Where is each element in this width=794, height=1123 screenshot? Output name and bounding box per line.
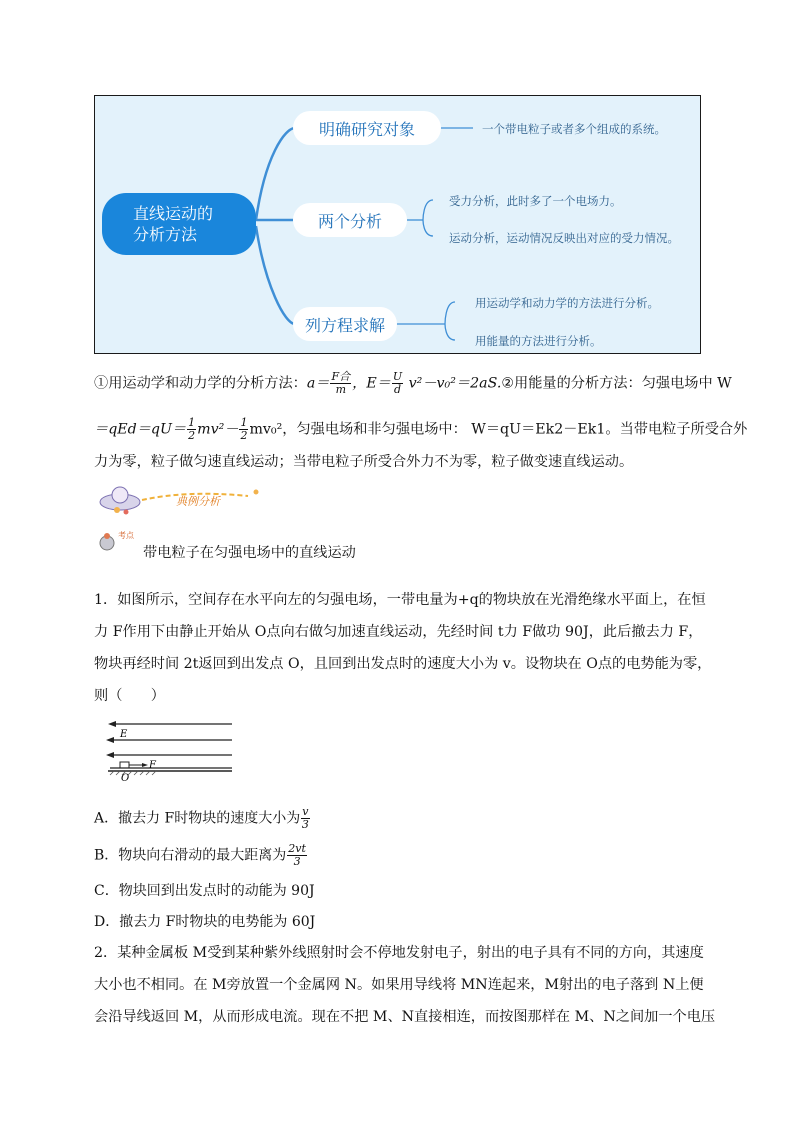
leaf-motion-analysis: 运动分析，运动情况反映出对应的受力情况。 [449, 231, 679, 245]
fraction-2vt-over-3: $\frac{2vt}{3}$ [288, 842, 306, 868]
branch-node-solve-equations: 列方程求解 [293, 307, 397, 341]
fraction-one-half-a: $\frac{1}{2}$ [188, 416, 196, 442]
example-analysis-banner [98, 480, 268, 520]
section-title: 带电粒子在匀强电场中的直线运动 [143, 545, 356, 561]
exam-point-badge-text: 考点 [118, 531, 134, 540]
q1-option-b: B．物块向右滑动的最大距离为 $\frac{2vt}{3}$ [94, 842, 306, 868]
exam-point-badge [98, 527, 140, 553]
q1-line-4: 则（ ） [94, 688, 165, 704]
fraction-f-over-m: $\frac{\text{F合}}{m}$ [331, 370, 351, 396]
origin-label-o: O [121, 773, 130, 782]
force-label-f: F [149, 760, 156, 771]
q1-option-c: C．物块回到出发点时的动能为 90J [94, 883, 315, 899]
mind-map [94, 95, 701, 354]
summary-line-1: ①用运动学和动力学的分析方法：a＝ $\frac{\text{F合}}{m}$ ，E＝ $\frac{U}{d}$ v²－v₀²＝2aS.②用能量的分析方法：匀强电场中 W [94, 370, 732, 396]
q1-line-2: 力 F作用下由静止开始从 O点向右做匀加速直线运动，先经时间 t力 F做功 90J，此后撤去力 F， [94, 624, 703, 640]
block [120, 762, 129, 768]
branch-node-two-analyses: 两个分析 [293, 203, 407, 237]
summary-line-2: ＝qEd＝qU＝ $\frac{1}{2}$ mv²－ $\frac{1}{2}$ mv₀²，匀强电场和非匀强电场中： W＝qU＝Ek2－Ek1。当带电粒子所受合外 [94, 416, 748, 442]
leaf-energy-method: 用能量的方法进行分析。 [475, 334, 602, 348]
fraction-one-half-b: $\frac{1}{2}$ [240, 416, 248, 442]
q1-option-d: D．撤去力 F时物块的电势能为 60J [94, 914, 316, 930]
q1-option-a: A．撤去力 F时物块的速度大小为 $\frac{v}{3}$ [94, 805, 309, 831]
q1-line-1: 1．如图所示，空间存在水平向左的匀强电场，一带电量为+q的物块放在光滑绝缘水平面上，在恒 [94, 592, 706, 608]
q2-line-2: 大小也不相同。在 M旁放置一个金属网 N。如果用导线将 MN连起来，M射出的电子落到 N上便 [94, 977, 704, 993]
leaf-research-object: 一个带电粒子或者多个组成的系统。 [482, 122, 666, 136]
q1-field-figure [104, 716, 238, 782]
q2-line-3: 会沿导线返回 M，从而形成电流。现在不把 M、N直接相连，而按图那样在 M、N之间加一个电压 [94, 1009, 716, 1025]
banner-text: 典例分析 [176, 495, 220, 508]
central-node: 直线运动的 分析方法 [102, 193, 256, 255]
fraction-u-over-d: $\frac{U}{d}$ [392, 370, 403, 396]
fraction-v-over-3: $\frac{v}{3}$ [301, 805, 309, 831]
summary-line-3: 力为零，粒子做匀速直线运动；当带电粒子所受合外力不为零，粒子做变速直线运动。 [94, 454, 634, 470]
leaf-force-analysis: 受力分析，此时多了一个电场力。 [449, 194, 622, 208]
branch-node-research-object: 明确研究对象 [293, 111, 441, 145]
field-label-e: E [120, 729, 128, 740]
q2-line-1: 2．某种金属板 M受到某种紫外线照射时会不停地发射电子，射出的电子具有不同的方向，其速度 [94, 945, 704, 961]
leaf-kinematics-method: 用运动学和动力学的方法进行分析。 [475, 296, 659, 310]
q1-line-3: 物块再经时间 2t返回到出发点 O，且回到出发点时的速度大小为 v。设物块在 O点的电势能为零， [94, 656, 712, 672]
